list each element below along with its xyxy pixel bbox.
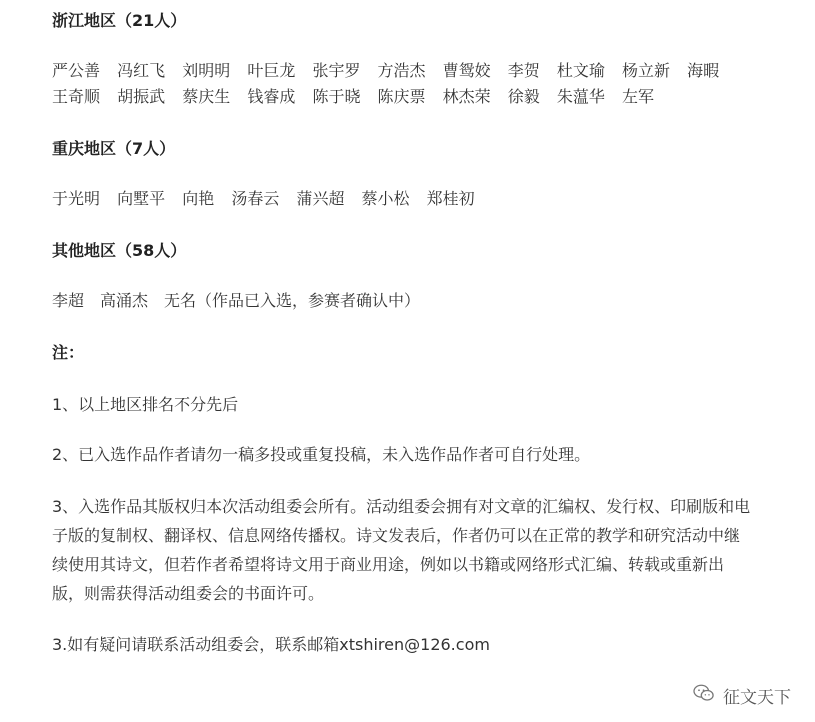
person-name: 张宇罗 [312,61,361,80]
person-name: 方浩杰 [377,61,426,80]
name-list-zhejiang [52,58,752,110]
person-name: 于光明 [52,189,101,208]
person-name: 陈庆票 [377,87,426,106]
watermark-text: 征文天下 [723,688,791,708]
person-name: 杨立新 [621,61,670,80]
person-name: 蔡小松 [361,189,410,208]
person-name: 蔡庆生 [182,87,231,106]
section-heading-zhejiang: 浙江地区（21人） [52,11,187,30]
note-item-2: 2、已入选作品作者请勿一稿多投或重复投稿，未入选作品作者可自行处理。 [52,445,591,464]
person-name: 海暇 [687,61,720,80]
person-name: 左军 [621,87,654,106]
name-list-chongqing [52,186,752,212]
person-name: 向艳 [182,189,215,208]
note-item-contact: 3.如有疑问请联系活动组委会，联系邮箱xtshiren@126.com [52,635,490,654]
person-name: 郑桂初 [426,189,475,208]
person-name: 曹鸳姣 [442,61,491,80]
section-heading-other: 其他地区（58人） [52,241,187,260]
person-name: 冯红飞 [117,61,166,80]
person-name: 徐毅 [507,87,540,106]
person-name: 王奇顺 [52,87,101,106]
watermark [693,683,791,708]
section-heading-chongqing: 重庆地区（7人） [52,139,176,158]
person-name: 向墅平 [117,189,166,208]
person-name: 汤春云 [231,189,280,208]
person-name: 蒲兴超 [296,189,345,208]
person-name: 李贺 [507,61,540,80]
person-name: 杜文瑜 [556,61,605,80]
person-name: 胡振武 [117,87,166,106]
note-item-3: 3、入选作品其版权归本次活动组委会所有。活动组委会拥有对文章的汇编权、发行权、印刷版和电子版的复制权、翻译权、信息网络传播权。诗文发表后，作者仍可以在正常的教学和研究活动中继续使用其诗文，但若作者希望将诗文用于商业用途，例如以书籍或网络形式汇编、转载或重新出版，则需获得活动组委会的书面许可。 [52,497,751,603]
article-body [52,6,752,658]
person-name: 林杰荣 [442,87,491,106]
person-name: 陈于晓 [312,87,361,106]
person-name: 叶巨龙 [247,61,296,80]
wechat-icon [693,683,715,708]
note-item-1: 1、以上地区排名不分先后 [52,395,239,414]
name-list-other: 李超 高涌杰 无名（作品已入选，参赛者确认中） [52,291,421,310]
person-name: 刘明明 [182,61,231,80]
person-name: 严公善 [52,61,101,80]
notes-heading: 注： [52,343,85,362]
person-name: 钱睿成 [247,87,296,106]
person-name: 朱蕰华 [556,87,605,106]
